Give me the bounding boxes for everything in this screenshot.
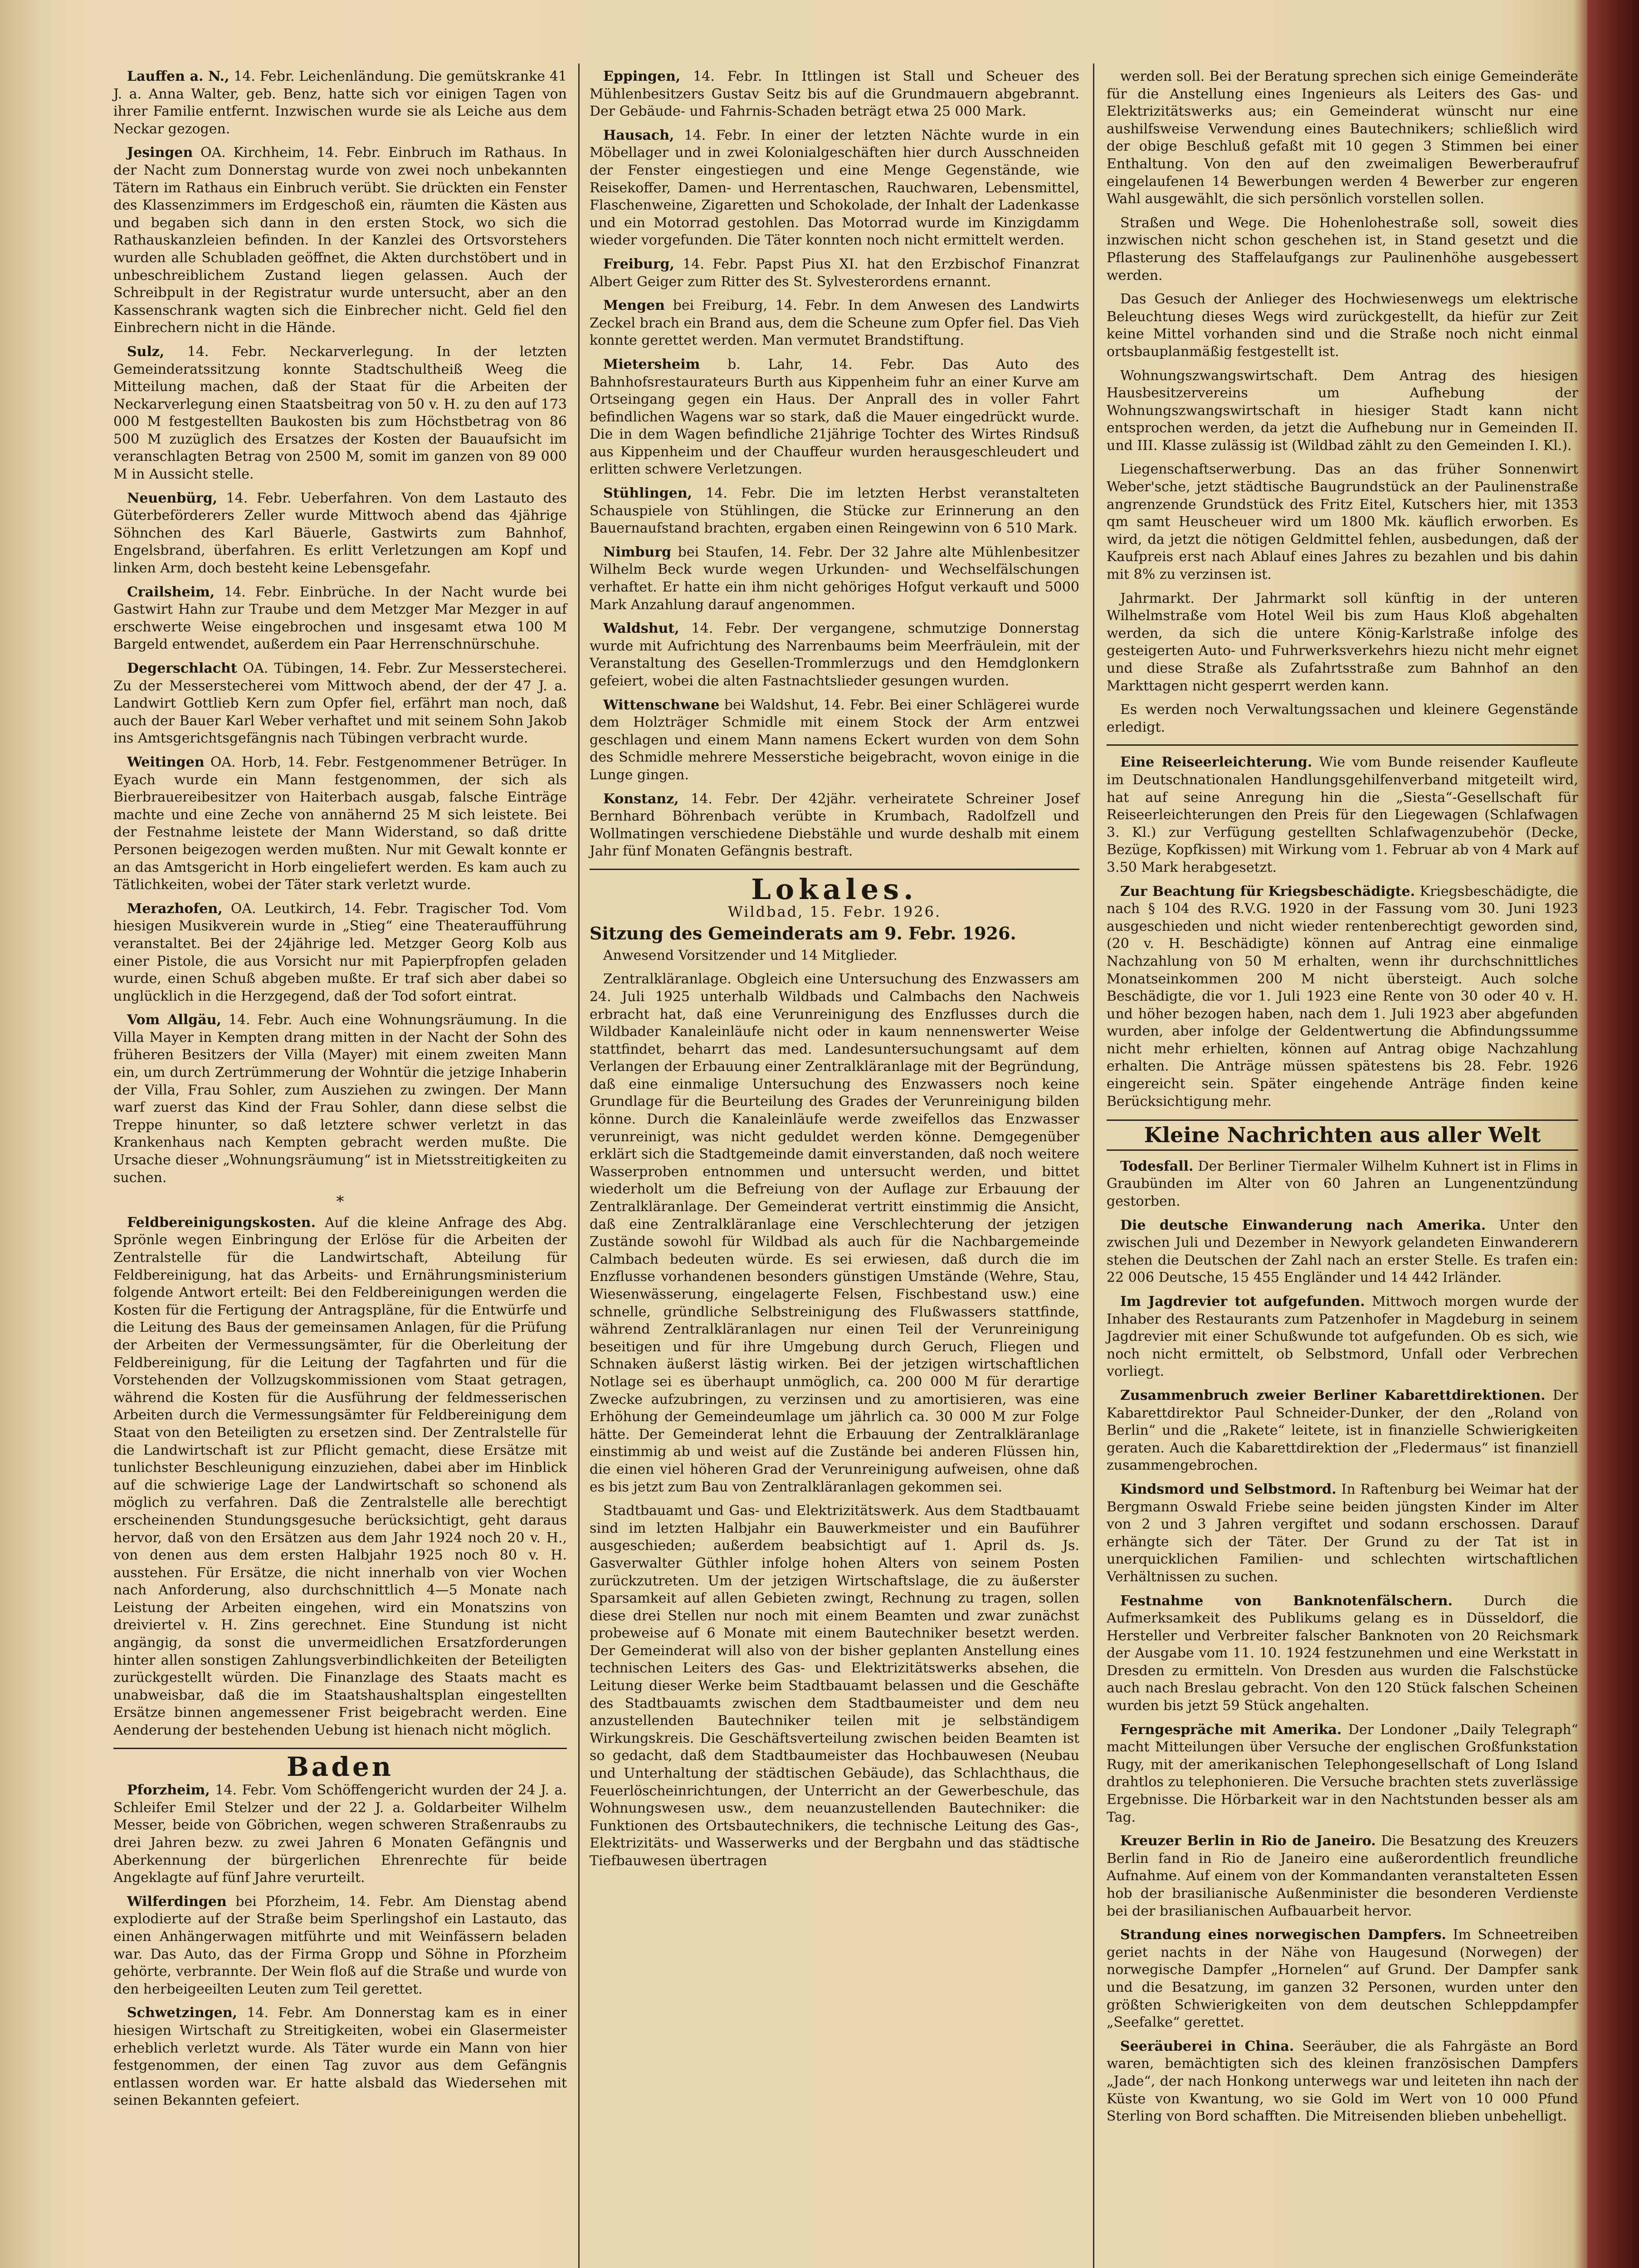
article-text: bei Freiburg, 14. Febr. In dem Anwesen des Landwirts Zeckel brach ein Brand aus, dem die Scheune zum Opfer fiel. Das Vieh konnte gerettet werden. Man vermutet Brandstiftung. — [590, 298, 1079, 349]
article-place: Vom Allgäu, — [127, 1012, 221, 1028]
divider — [113, 1748, 567, 1749]
world-news-item — [1107, 1833, 1578, 1920]
news-item — [113, 343, 567, 484]
article-place: Schwetzingen, — [127, 2005, 238, 2021]
article-place: Neuenbürg, — [127, 490, 218, 506]
article-text: OA. Leutkirch, 14. Febr. Tragischer Tod. Vom hiesigen Musikverein wurde in „Stieg“ eine Theateraufführung veranstaltet. Bei der 24jährige led. Metzger Georg Kolb aus einer Pistole, die aus Vorsicht nur mit Papierpfropfen geladen wurde, einen Schuß abgeben mußte. Er traf sich aber dabei so unglücklich in die Herzgegend, daß der Tod sofort eintrat. — [113, 900, 567, 1004]
council-paragraph: werden soll. Bei der Beratung sprechen sich einige Gemeinderäte für die Anstellung eines Ingenieurs als Leiters des Gas- und Elektrizitätswerks aus; ein Gemeinderat wünscht nur eine aushilfsweise Verwendung eines Bautechnikers; schließlich wird der obige Beschluß gefaßt mit 10 gegen 3 Stimmen bei einer Enthaltung. Von den auf den zweimaligen Bewerberaufruf eingelaufenen 14 Bewerbungen werden 4 Bewerber zur engeren Wahl ausgewählt, die sich persönlich vorstellen sollen. — [1107, 68, 1578, 207]
column-rule — [1093, 64, 1094, 2268]
news-item — [113, 1893, 567, 1999]
news-item — [590, 68, 1079, 121]
article-text: 14. Febr. Die im letzten Herbst veranstalteten Schauspiele von Stühlingen, die Stücke zur Erinnerung an den Bauernaufstand brachten, ergaben einen Reingewinn von 6 510 Mark. — [590, 485, 1079, 537]
article-place: Mietersheim — [603, 356, 700, 372]
council-paragraph: Es werden noch Verwaltungssachen und kleinere Gegenstände erledigt. — [1107, 702, 1578, 735]
news-item — [590, 620, 1079, 690]
world-news-item — [1107, 1293, 1578, 1381]
article-text: Kriegsbeschädigte, die nach § 104 des R.V.G. 1920 in der Fassung vom 30. Juni 1923 ausgeschieden und nicht wieder rentenberechtigt geworden sind, (20 v. H. Beschädigte) können auf Antrag eine einmalige Nachzahlung von 50 M erhalten, wenn ihr durchschnittliches Monatseinkommen 200 M nicht übersteigt. Auch solche Beschädigte, die vor 1. Juli 1923 eine Rente von 30 oder 40 v. H. und höher bezogen haben, nach dem 1. Juli 1923 aber abgefunden wurden, aber infolge der Geldentwertung die Abfindungssumme nicht mehr erhielten, können auf Antrag obige Nachzahlung erhalten. Die Anträge müssen spätestens bis 28. Febr. 1926 eingereicht sein. Später eingehende Anträge finden keine Berücksichtigung mehr. — [1107, 883, 1578, 1110]
article-text: Unter den zwischen Juli und Dezember in Newyork gelandeten Einwanderern stehen die Deutschen der Zahl nach an erster Stelle. Es trafen ein: 22 006 Deutsche, 15 455 Engländer und 14 442 Irländer. — [1107, 1217, 1578, 1286]
article-place: Zur Beachtung für Kriegsbeschädigte. — [1120, 883, 1415, 899]
article-text: b. Lahr, 14. Febr. Das Auto des Bahnhofsrestaurateurs Burth aus Kippenheim fuhr an einer Kurve am Ortseingang gegen ein Haus. Der Anprall des in voller Fahrt befindlichen Wagens war so stark, daß die Mauer eingedrückt wurde. Die in dem Wagen befindliche 21jährige Tochter des Wirtes Rindsuß aus Kippenheim und der Chauffeur wurden herausgeschleudert und erlitten schwere Verletzungen. — [590, 356, 1079, 478]
world-news-item — [1107, 1158, 1578, 1211]
news-item — [113, 900, 567, 1006]
notice-item — [1107, 754, 1578, 876]
news-item — [113, 490, 567, 577]
council-meeting-heading: Sitzung des Gemeinderats am 9. Febr. 1926. — [590, 923, 1016, 944]
article-place: Todesfall. — [1120, 1158, 1194, 1174]
column-1 — [113, 68, 567, 2116]
divider — [590, 869, 1079, 870]
article-place: Mengen — [603, 298, 665, 314]
article-text: 14. Febr. Ueberfahren. Von dem Lastauto des Güterbeförderers Zeller wurde Mittwoch abend das 4jährige Söhnchen des Karl Bäuerle, Gastwirts zum Bahnhof, Engelsbrand, überfahren. Es erlitt Verletzungen am Kopf und linken Arm, doch besteht keine Lebensgefahr. — [113, 490, 567, 577]
world-news-item — [1107, 1926, 1578, 2032]
world-news-item — [1107, 1593, 1578, 1715]
article-place: Eine Reiseerleichterung. — [1120, 754, 1312, 771]
article-text: 14. Febr. Der vergangene, schmutzige Donnerstag wurde mit Aufrichtung des Narrenbaums beim Meerfräulein, mit der Veranstaltung des Gesellen-Trommlerzugs und den Hemdglonkern gefeiert, wobei die alten Fastnachtslieder gesungen wurden. — [590, 621, 1079, 689]
council-paragraph: Stadtbauamt und Gas- und Elektrizitätswerk. Aus dem Stadtbauamt sind im letzten Halbjahr ein Bauwerkmeister und ein Bauführer ausgeschieden; außerdem beabsichtigt auf 1. April ds. Js. Gasverwalter Güthler infolge hohen Alters von seinem Posten zurückzutreten. Um der jetzigen Wirtschaftslage, die zu äußerster Sparsamkeit auf allen Gebieten zwingt, Rechnung zu tragen, sollen diese drei Stellen nur noch mit einem Beamten und zwar zunächst probeweise auf 6 Monate mit einem Bautechniker besetzt werden. Der Gemeinderat will also von der bisher geplanten Anstellung eines technischen Leiters des Gas- und Elektrizitätswerks absehen, die Leitung dieser Werke beim Stadtbauamt belassen und die Geschäfte des Stadtbauamts zwischen dem Stadtbaumeister und dem neu anzustellenden Bautechniker teilen mit je selbständigem Wirkungskreis. Die Geschäftsverteilung zwischen beiden Beamten ist so gedacht, daß dem Stadtbaumeister das Hochbauwesen (Neubau und Unterhaltung der städtischen Gebäude), das Schlachthaus, die Feuerlöscheinrichtungen, der Unterricht an der Gewerbeschule, das Wohnungswesen usw., dem neuanzustellenden Bautechniker: die Funktionen des Ortsbautechnikers, die technische Leitung des Gas-, Elektrizitäts- und Wasserwerks und der Bergbahn und das städtische Tiefbauwesen übertragen — [590, 1503, 1079, 1869]
news-item — [590, 356, 1079, 479]
baden-news — [113, 1782, 567, 2110]
council-paragraph: Jahrmarkt. Der Jahrmarkt soll künftig in der unteren Wilhelmstraße vom Hotel Weil bis zum Haus Kloß abgehalten werden, da sich die untere König-Karlstraße infolge des gesteigerten Auto- und Fuhrwerksverkehrs hiezu nicht mehr eignet und diese Straße als Zufahrtsstraße zum Bahnhof an den Markttagen nicht gesperrt werden kann. — [1107, 590, 1578, 694]
article-text: Die Besatzung des Kreuzers Berlin fand in Rio de Janeiro eine außerordentlich freundliche Aufnahme. Auf einem von der Kommandanten veranstalteten Essen hob der brasilianische Außenminister die besonderen Verdienste bei der brasilianischen Aufbauarbeit hervor. — [1107, 1833, 1578, 1919]
world-news-item — [1107, 1481, 1578, 1586]
article-text: 14. Febr. In einer der letzten Nächte wurde in ein Möbellager und in zwei Kolonialgeschäften hier durch Ausschneiden der Fenster eingestiegen und eine Menge Gegenstände, wie Reisekoffer, Damen- und Herrentaschen, Rauchwaren, Lebensmittel, Flaschenweine, Zigaretten und Schokolade, der Inhalt der Ladenkasse und ein Motorrad gestohlen. Das Motorrad wurde im Kinzigdamm wieder vorgefunden. Die Täter konnten noch nicht ermittelt werden. — [590, 127, 1079, 249]
article-text: 14. Febr. Papst Pius XI. hat den Erzbischof Finanzrat Albert Geiger zum Ritter des St. Sylvesterordens ernannt. — [590, 256, 1079, 290]
article-text: Der Kabarettdirektor Paul Schneider-Dunker, der den „Roland von Berlin“ und die „Rakete“ leitete, ist in finanzielle Schwierigkeiten geraten. Auch die Kabarettdirektion der „Fledermaus“ ist finanziell zusammengebrochen. — [1107, 1387, 1578, 1474]
news-item — [590, 127, 1079, 249]
article-place: Crailsheim, — [127, 584, 215, 600]
council-paragraph: Straßen und Wege. Die Hohenlohestraße soll, soweit dies inzwischen nicht schon geschehen ist, in Stand gesetzt und die Pflasterung des Staffelaufgangs zur Paulinenhöhe ausgebessert werden. — [1107, 215, 1578, 284]
article-text: bei Waldshut, 14. Febr. Bei einer Schlägerei wurde dem Holzträger Schmidle mit einem Stock der Arm entzwei geschlagen und einem Mann namens Eckert wurden von dem Sohn des Schmidle mehrere Messerstiche beigebracht, wovon einige in die Lunge gingen. — [590, 697, 1079, 783]
baden-heading: Baden — [286, 1751, 394, 1782]
article-text: OA. Tübingen, 14. Febr. Zur Messerstecherei. Zu der Messerstecherei vom Mittwoch abend, der der 47 J. a. Landwirt Gottlieb Kern zum Opfer fiel, erfährt man noch, daß auch der Bauer Karl Weber verhaftet und mit seinem Sohn Jakob ins Amtsgerichtsgefängnis nach Tübingen verbracht wurde. — [113, 660, 567, 747]
article-place: Kindsmord und Selbstmord. — [1120, 1481, 1337, 1497]
article-place: Im Jagdrevier tot aufgefunden. — [1120, 1294, 1365, 1310]
news-item — [590, 697, 1079, 784]
attendance-line: Anwesend Vorsitzender und 14 Mitglieder. — [603, 947, 898, 963]
notices — [1107, 754, 1578, 1110]
article-text: OA. Horb, 14. Febr. Festgenommener Betrüger. In Eyach wurde ein Mann festgenommen, der sich als Bierbrauereibesitzer von Haiterbach ausgab, falsche Einträge machte und eine Zeche von annähernd 25 M sich leistete. Bei der Festnahme leistete der Mann Widerstand, so daß dritte Personen beigezogen werden mußten. Nur mit Gewalt konnte er an das Amtsgericht in Horb eingeliefert werden. Es kam auch zu Tätlichkeiten, wobei der Täter stark verletzt wurde. — [113, 754, 567, 893]
divider — [1107, 744, 1578, 746]
news-item — [590, 485, 1079, 538]
article-text: Der Londoner „Daily Telegraph“ macht Mitteilungen über Versuche der englischen Großfunkstation Rugy, mit der amerikanischen Telephongesellschaft of Long Island drahtlos zu telephonieren. Die Versuche brachten stets zuverlässige Ergebnisse. Die Hörbarkeit war in den Nachtstunden besser als am Tag. — [1107, 1721, 1578, 1825]
article-text: OA. Kirchheim, 14. Febr. Einbruch im Rathaus. In der Nacht zum Donnerstag wurde von zwei noch unbekannten Tätern im Rathaus ein Einbruch verübt. Sie drückten ein Fenster des Klassenzimmers im Erdgeschoß ein, räumten die Kästen aus und begaben sich dann in den ersten Stock, wo sich die Rathauskanzleien befinden. In der Kanzlei des Ortsvorstehers wurden alle Schubladen geöffnet, die Akten durchstöbert und in unbeschreiblichem Zustand liegen gelassen. Auch der Schreibpult in der Registratur wurde untersucht, aber an den Kassenschrank wagten sich die Einbrecher nicht. Geld fiel den Einbrechern nicht in die Hände. — [113, 145, 567, 336]
council-report — [590, 971, 1079, 1870]
feldbereinigung-article — [113, 1214, 567, 1740]
article-place: Wilferdingen — [127, 1893, 227, 1910]
news-item — [113, 660, 567, 748]
article-place: Jesingen — [127, 145, 193, 161]
article-text: 14. Febr. Auch eine Wohnungsräumung. In die Villa Mayer in Kempten drang mitten in der Nacht der Sohn des früheren Besitzers der Villa (Mayer) mit einem zweiten Mann ein, um durch Zertrümmerung der Wohntür die jetzige Inhaberin der Villa, Frau Sohler, zum Ausziehen zu zwingen. Der Mann warf zuerst das Kind der Frau Sohler, dann diese selbst die Treppe hinunter, so daß letztere schwer verletzt in das Krankenhaus nach Kempten gebracht werden mußte. Die Ursache dieser „Wohnungsräumung“ ist in Mietsstreitigkeiten zu suchen. — [113, 1012, 567, 1186]
separator-asterisk: * — [336, 1193, 344, 1211]
article-place: Wittenschwane — [603, 697, 720, 713]
column-2 — [590, 68, 1079, 1877]
council-report-continued — [1107, 68, 1578, 736]
article-place: Nimburg — [603, 544, 672, 560]
article-text: Der Berliner Tiermaler Wilhelm Kuhnert ist in Flims in Graubünden im Alter von 60 Jahren an Lungenentzündung gestorben. — [1107, 1158, 1578, 1210]
news-item — [590, 297, 1079, 350]
article-place: Merazhofen, — [127, 900, 223, 917]
article-text: 14. Febr. Leichenländung. Die gemütskranke 41 J. a. Anna Walter, geb. Benz, hatte sich vor einigen Tagen von ihrer Familie entfernt. Inzwischen wurde sie als Leiche aus dem Neckar gezogen. — [113, 68, 567, 137]
world-news-item — [1107, 1387, 1578, 1475]
lokales-heading: Lokales. — [751, 872, 918, 906]
news-item — [113, 754, 567, 894]
article-text: Im Schneetreiben geriet nachts in der Nähe von Haugesund (Norwegen) der norwegische Dampfer „Hornelen“ auf Grund. Der Dampfer sank und die Besatzung, im ganzen 32 Personen, wurden unter den größten Schwierigkeiten von dem deutschen Schleppdampfer „Seefalke“ gerettet. — [1107, 1927, 1578, 2031]
article-place: Sulz, — [127, 343, 165, 360]
article-text: In Raftenburg bei Weimar hat der Bergmann Oswald Friebe seine beiden jüngsten Kinder im Alter von 2 und 3 Jahren vergiftet und sodann erschossen. Darauf erhängte sich der Täter. Der Grund zu der Tat ist in unerquicklichen Familien- und schlechten wirtschaftlichen Verhältnissen zu suchen. — [1107, 1481, 1578, 1585]
column-3 — [1107, 68, 1578, 2132]
article-text: Mittwoch morgen wurde der Inhaber des Restaurants zum Patzenhofer in Magdeburg in seinem Jagdrevier mit einer Schußwunde tot aufgefunden. Ob es sich, wie noch nicht ermittelt, ob Selbstmord, Unfall oder Verbrechen vorliegt. — [1107, 1294, 1578, 1380]
article-place: Zusammenbruch zweier Berliner Kabarettdirektionen. — [1120, 1387, 1546, 1403]
world-news-item — [1107, 2038, 1578, 2126]
article-place: Festnahme von Banknotenfälschern. — [1120, 1593, 1453, 1609]
council-paragraph: Zentralkläranlage. Obgleich eine Untersuchung des Enzwassers am 24. Juli 1925 unterhalb Wildbads und Calmbachs den Nachweis erbracht hat, daß eine Verunreinigung des Enzflusses durch die Wildbader Kanaleinläufe nicht oder in kaum nennenswerter Weise stattfindet, beharrt das med. Landesuntersuchungsamt auf dem Verlangen der Erbauung einer Zentralkläranlage mit der Begründung, daß eine einmalige Untersuchung des Enzwassers noch keine Grundlage für die Beurteilung des Grades der Verunreinigung bilden könne. Durch die Kanaleinläufe werde zweifellos das Enzwasser verunreinigt, was nicht geduldet werden könne. Demgegenüber erklärt sich die Stadtgemeinde damit einverstanden, daß noch weitere Wasserproben entnommen und untersucht werden, und bittet wiederholt um die Befreiung von der Auflage zur Erbauung der Zentralkläranlage. Der Gemeinderat vertritt einstimmig die Ansicht, daß eine Zentralkläranlage eine Verschlechterung der jetzigen Zustände sowohl für Wildbad als auch für die Nachbargemeinde Calmbach bedeuten würde. Es sei erwiesen, daß durch die im Enzflusse vorhandenen besonders günstigen Umstände (Wehre, Stau, Wiesenwässerung, eingelagerte Felsen, Fischbestand usw.) eine schnelle, gründliche Selbstreinigung des Flußwassers stattfinde, während Zentralkläranlagen nur einen Teil der Verunreinigung beseitigen und für ihre Umgebung durch Geruch, Fliegen und Schnaken äußerst lästig wirken. Bei der jetzigen wirtschaftlichen Notlage sei es überhaupt unmöglich, ca. 200 000 M für derartige Zwecke aufzubringen, zu verzinsen und zu amortisieren, was eine Erhöhung der Gemeindeumlage um jährlich ca. 30 000 M zur Folge hätte. Der Gemeinderat lehnt die Erbauung der Zentralkläranlage einstimmig ab und weist auf die Zustände bei anderen Flüssen hin, die einen viel höheren Grad der Verunreinigung aufweisen, ohne daß es bis jetzt zum Bau von Zentralkläranlagen gekommen sei. — [590, 971, 1079, 1495]
article-text: 14. Febr. Der 42jähr. verheiratete Schreiner Josef Bernhard Böhrenbach verübte in Krumbach, Radolfzell und Wollmatingen verschiedene Diebstähle und wurde deshalb mit einem Jahr fünf Monaten Gefängnis bestraft. — [590, 791, 1079, 860]
column-rule — [578, 64, 580, 2268]
council-paragraph: Wohnungszwangswirtschaft. Dem Antrag des hiesigen Hausbesitzervereins um Aufhebung der Wohnungszwangswirtschaft in hiesiger Stadt kann nicht entsprochen werden, da jetzt die Aufhebung nur in Gemeinden II. und III. Klasse zulässig ist (Wildbad zählt zu den Gemeinden I. Kl.). — [1107, 367, 1578, 454]
article-text: 14. Febr. Einbrüche. In der Nacht wurde bei Gastwirt Hahn zur Traube und dem Metzger Mar Mezger in auf erschwerte Weise eingebrochen und insgesamt etwa 100 M Bargeld entwendet, außerdem ein Paar Herrenschnürschuhe. — [113, 584, 567, 653]
article-text: 14. Febr. Neckarverlegung. In der letzten Gemeinderatssitzung konnte Stadtschultheiß Weeg die Mitteilung machen, daß der Staat für die Arbeiten der Neckarverlegung einen Staatsbeitrag von 50 v. H. zu den auf 173 000 M festgestellten Baukosten bis zum Höchstbetrag von 86 500 M zuzüglich des Ersatzes der Kosten der Bauaufsicht im veranschlagten Betrag von 2500 M, somit im ganzen von 89 000 M in Aussicht stelle. — [113, 343, 567, 483]
article-text: Wie vom Bunde reisender Kaufleute im Deutschnationalen Handlungsgehilfenverband mitgeteilt wird, hat auf seine Anregung hin die „Siesta“-Gesellschaft für Reiseerleichterungen den Preis für den Liegewagen (Schlafwagen 3. Kl.) zur Verfügung gestellten Schlafwagenzubehör (Decke, Bezüge, Kopfkissen) mit Wirkung vom 1. Februar ab von 4 Mark auf 3.50 Mark herabgesetzt. — [1107, 754, 1578, 875]
news-item — [113, 2004, 567, 2110]
regional-news — [113, 68, 567, 1187]
article-place: Stühlingen, — [603, 485, 693, 502]
article-place: Pforzheim, — [127, 1782, 210, 1799]
article-text: Auf die kleine Anfrage des Abg. Sprönle wegen Einbringung der Erlöse für die Arbeiten der Zentralstelle für die Landwirtschaft, Abteilung für Feldbereinigung, hat das Arbeits- und Ernährungsministerium folgende Antwort erteilt: Bei den Feldbereinigungen werden die Kosten für die Fertigung der Antragspläne, für die Entwürfe und die Leitung des Baus der gemeinsamen Anlagen, für die Prüfung der Arbeiten der Vermessungsämter, für die Oberleitung der Feldbereinigung, für die Leitung der Tagfahrten und für die Vorstehenden der Vollzugskommissionen vom Staat getragen, während die Kosten für die Ausführung der feldmesserischen Arbeiten durch die Vermessungsämter für Feldbereinigung dem Staat von den Beteiligten zu ersetzen sind. Der Zentralstelle für die Landwirtschaft ist zur Pflicht gemacht, diese Ersätze mit tunlichster Beschleunigung einzuziehen, dabei aber im Hinblick auf die schwierige Lage der Landwirtschaft so schonend als möglich zu verfahren. Daß die Zentralstelle alle berechtigt erscheinenden Stundungsgesuche berücksichtigt, geht daraus hervor, daß von den Ersätzen aus dem Jahr 1924 noch 20 v. H., von denen aus dem ersten Halbjahr 1925 noch 80 v. H. ausstehen. Für Ersätze, die nicht innerhalb von vier Wochen nach Anforderung, also durchschnittlich 4—5 Monate nach Leistung der Arbeiten eingehen, wird ein Monatszins von dreiviertel v. H. Zins gerechnet. Eine Stundung ist nicht angängig, da sonst die unvermeidlichen Ersatzforderungen hinter allen sonstigen Zahlungsverbindlichkeiten der Beteiligten zurückgestellt würden. Die Finanzlage des Staats macht es unabweisbar, daß die im Staatshaushaltsplan eingestellten Ersätze binnen angemessener Frist beigebracht werden. Eine Aenderung der bestehenden Uebung ist hienach nicht möglich. — [113, 1214, 567, 1739]
article-place: Die deutsche Einwanderung nach Amerika. — [1120, 1217, 1486, 1233]
article-text: bei Staufen, 14. Febr. Der 32 Jahre alte Mühlenbesitzer Wilhelm Beck wurde wegen Urkunden- und Wechselfälschungen verhaftet. Er hatte ein ihm nicht gehöriges Hofgut verkauft und 5000 Mark Anzahlung darauf angenommen. — [590, 544, 1079, 613]
article-place: Degerschlacht — [127, 660, 237, 676]
article-place: Freiburg, — [603, 256, 675, 272]
article-place: Ferngespräche mit Amerika. — [1120, 1721, 1342, 1738]
article-text: Durch die Aufmerksamkeit des Publikums gelang es in Düsseldorf, die Hersteller und Verbreiter falscher Banknoten von 20 Reichsmark der Ausgabe vom 11. 10. 1924 festzunehmen und eine Werkstatt in Dresden zu ermitteln. Von Dresden aus wurden die Falschstücke auch nach Breslau gebracht. Von den 120 Stück falschen Scheinen wurden bis jetzt 59 Stück angehalten. — [1107, 1593, 1578, 1714]
notice-item — [1107, 883, 1578, 1111]
article-place: Lauffen a. N., — [127, 68, 229, 84]
dateline: Wildbad, 15. Febr. 1926. — [727, 903, 941, 920]
article-text: Seeräuber, die als Fahrgäste an Bord waren, bemächtigten sich des kleinen französischen Dampfers „Jade“, der nach Honkong unterwegs war und leiteten ihn nach der Küste von Kwantung, wo sie Gold im Wert von 10 000 Pfund Sterling von Bord schafften. Die Mitreisenden blieben unbehelligt. — [1107, 2038, 1578, 2125]
news-item — [590, 256, 1079, 291]
news-item — [113, 1214, 567, 1740]
article-place: Weitingen — [127, 754, 205, 770]
article-text: 14. Febr. Am Donnerstag kam es in einer hiesigen Wirtschaft zu Streitigkeiten, wobei ein Glasermeister erheblich verletzt wurde. Als Täter wurde ein Mann von hier festgenommen, der einen Tag zuvor aus dem Gefängnis entlassen worden war. Er hatte alsbald das Wiedersehen mit seinen Bekannten gefeiert. — [113, 2005, 567, 2109]
article-place: Konstanz, — [603, 791, 679, 807]
world-news-item — [1107, 1217, 1578, 1287]
article-text: bei Pforzheim, 14. Febr. Am Dienstag abend explodierte auf der Straße beim Sperlingshof ein Lastauto, das einen Anhängerwagen mitführte und mit Weinfässern beladen war. Das Auto, das der Firma Gropp und Söhne in Pforzheim gehörte, verbrannte. Der Wein floß auf die Straße und wurde von den herbeigeeilten Leuten zum Teil gerettet. — [113, 1893, 567, 1997]
council-paragraph: Liegenschaftserwerbung. Das an das früher Sonnenwirt Weber'sche, jetzt städtische Baugrundstück an der Paulinenstraße angrenzende Grundstück des Fritz Eitel, Kutschers hier, mit 1353 qm samt Heuscheuer wird um 1800 Mk. käuflich erworben. Es wird, da jetzt die nötigen Geldmittel fehlen, ausbedungen, daß der Kaufpreis erst nach Ablauf eines Jahres zu bezahlen und bis dahin mit 8% zu verzinsen ist. — [1107, 461, 1578, 583]
article-text: 14. Febr. Vom Schöffengericht wurden der 24 J. a. Schleifer Emil Stelzer und der 22 J. a. Goldarbeiter Wilhelm Messer, beide von Göbrichen, wegen schweren Straßenraubs zu drei Jahren bezw. zu zwei Jahren 6 Monaten Gefängnis und Aberkennung der bürgerlichen Ehrenrechte für beide Angeklagte auf fünf Jahre verurteilt. — [113, 1782, 567, 1886]
council-paragraph: Das Gesuch der Anlieger des Hochwiesenwegs um elektrische Beleuchtung dieses Wegs wird zurückgestellt, da hiefür zur Zeit keine Mittel vorhanden sind und die Straße noch nicht einmal ortsbauplanmäßig festgestellt ist. — [1107, 291, 1578, 360]
article-place: Kreuzer Berlin in Rio de Janeiro. — [1120, 1833, 1376, 1849]
article-place: Waldshut, — [603, 621, 679, 637]
news-item — [113, 68, 567, 138]
news-item — [113, 584, 567, 654]
world-news — [1107, 1158, 1578, 2126]
book-spine — [1587, 0, 1639, 2268]
news-item — [113, 1012, 567, 1187]
article-text: 14. Febr. In Ittlingen ist Stall und Scheuer des Mühlenbesitzers Gustav Seitz bis auf die Grundmauern abgebrannt. Der Gebäude- und Fahrnis-Schaden beträgt etwa 25 000 Mark. — [590, 68, 1079, 120]
article-place: Feldbereinigungskosten. — [127, 1214, 316, 1231]
article-place: Seeräuberei in China. — [1120, 2038, 1294, 2054]
baden-news-continued — [590, 68, 1079, 860]
kleine-nachrichten-heading: Kleine Nachrichten aus aller Welt — [1107, 1119, 1578, 1151]
news-item — [590, 791, 1079, 860]
article-place: Eppingen, — [603, 68, 681, 84]
world-news-item — [1107, 1721, 1578, 1827]
news-item — [113, 1782, 567, 1887]
article-place: Hausach, — [603, 127, 674, 143]
news-item — [113, 144, 567, 337]
news-item — [590, 544, 1079, 614]
article-place: Strandung eines norwegischen Dampfers. — [1120, 1927, 1446, 1943]
